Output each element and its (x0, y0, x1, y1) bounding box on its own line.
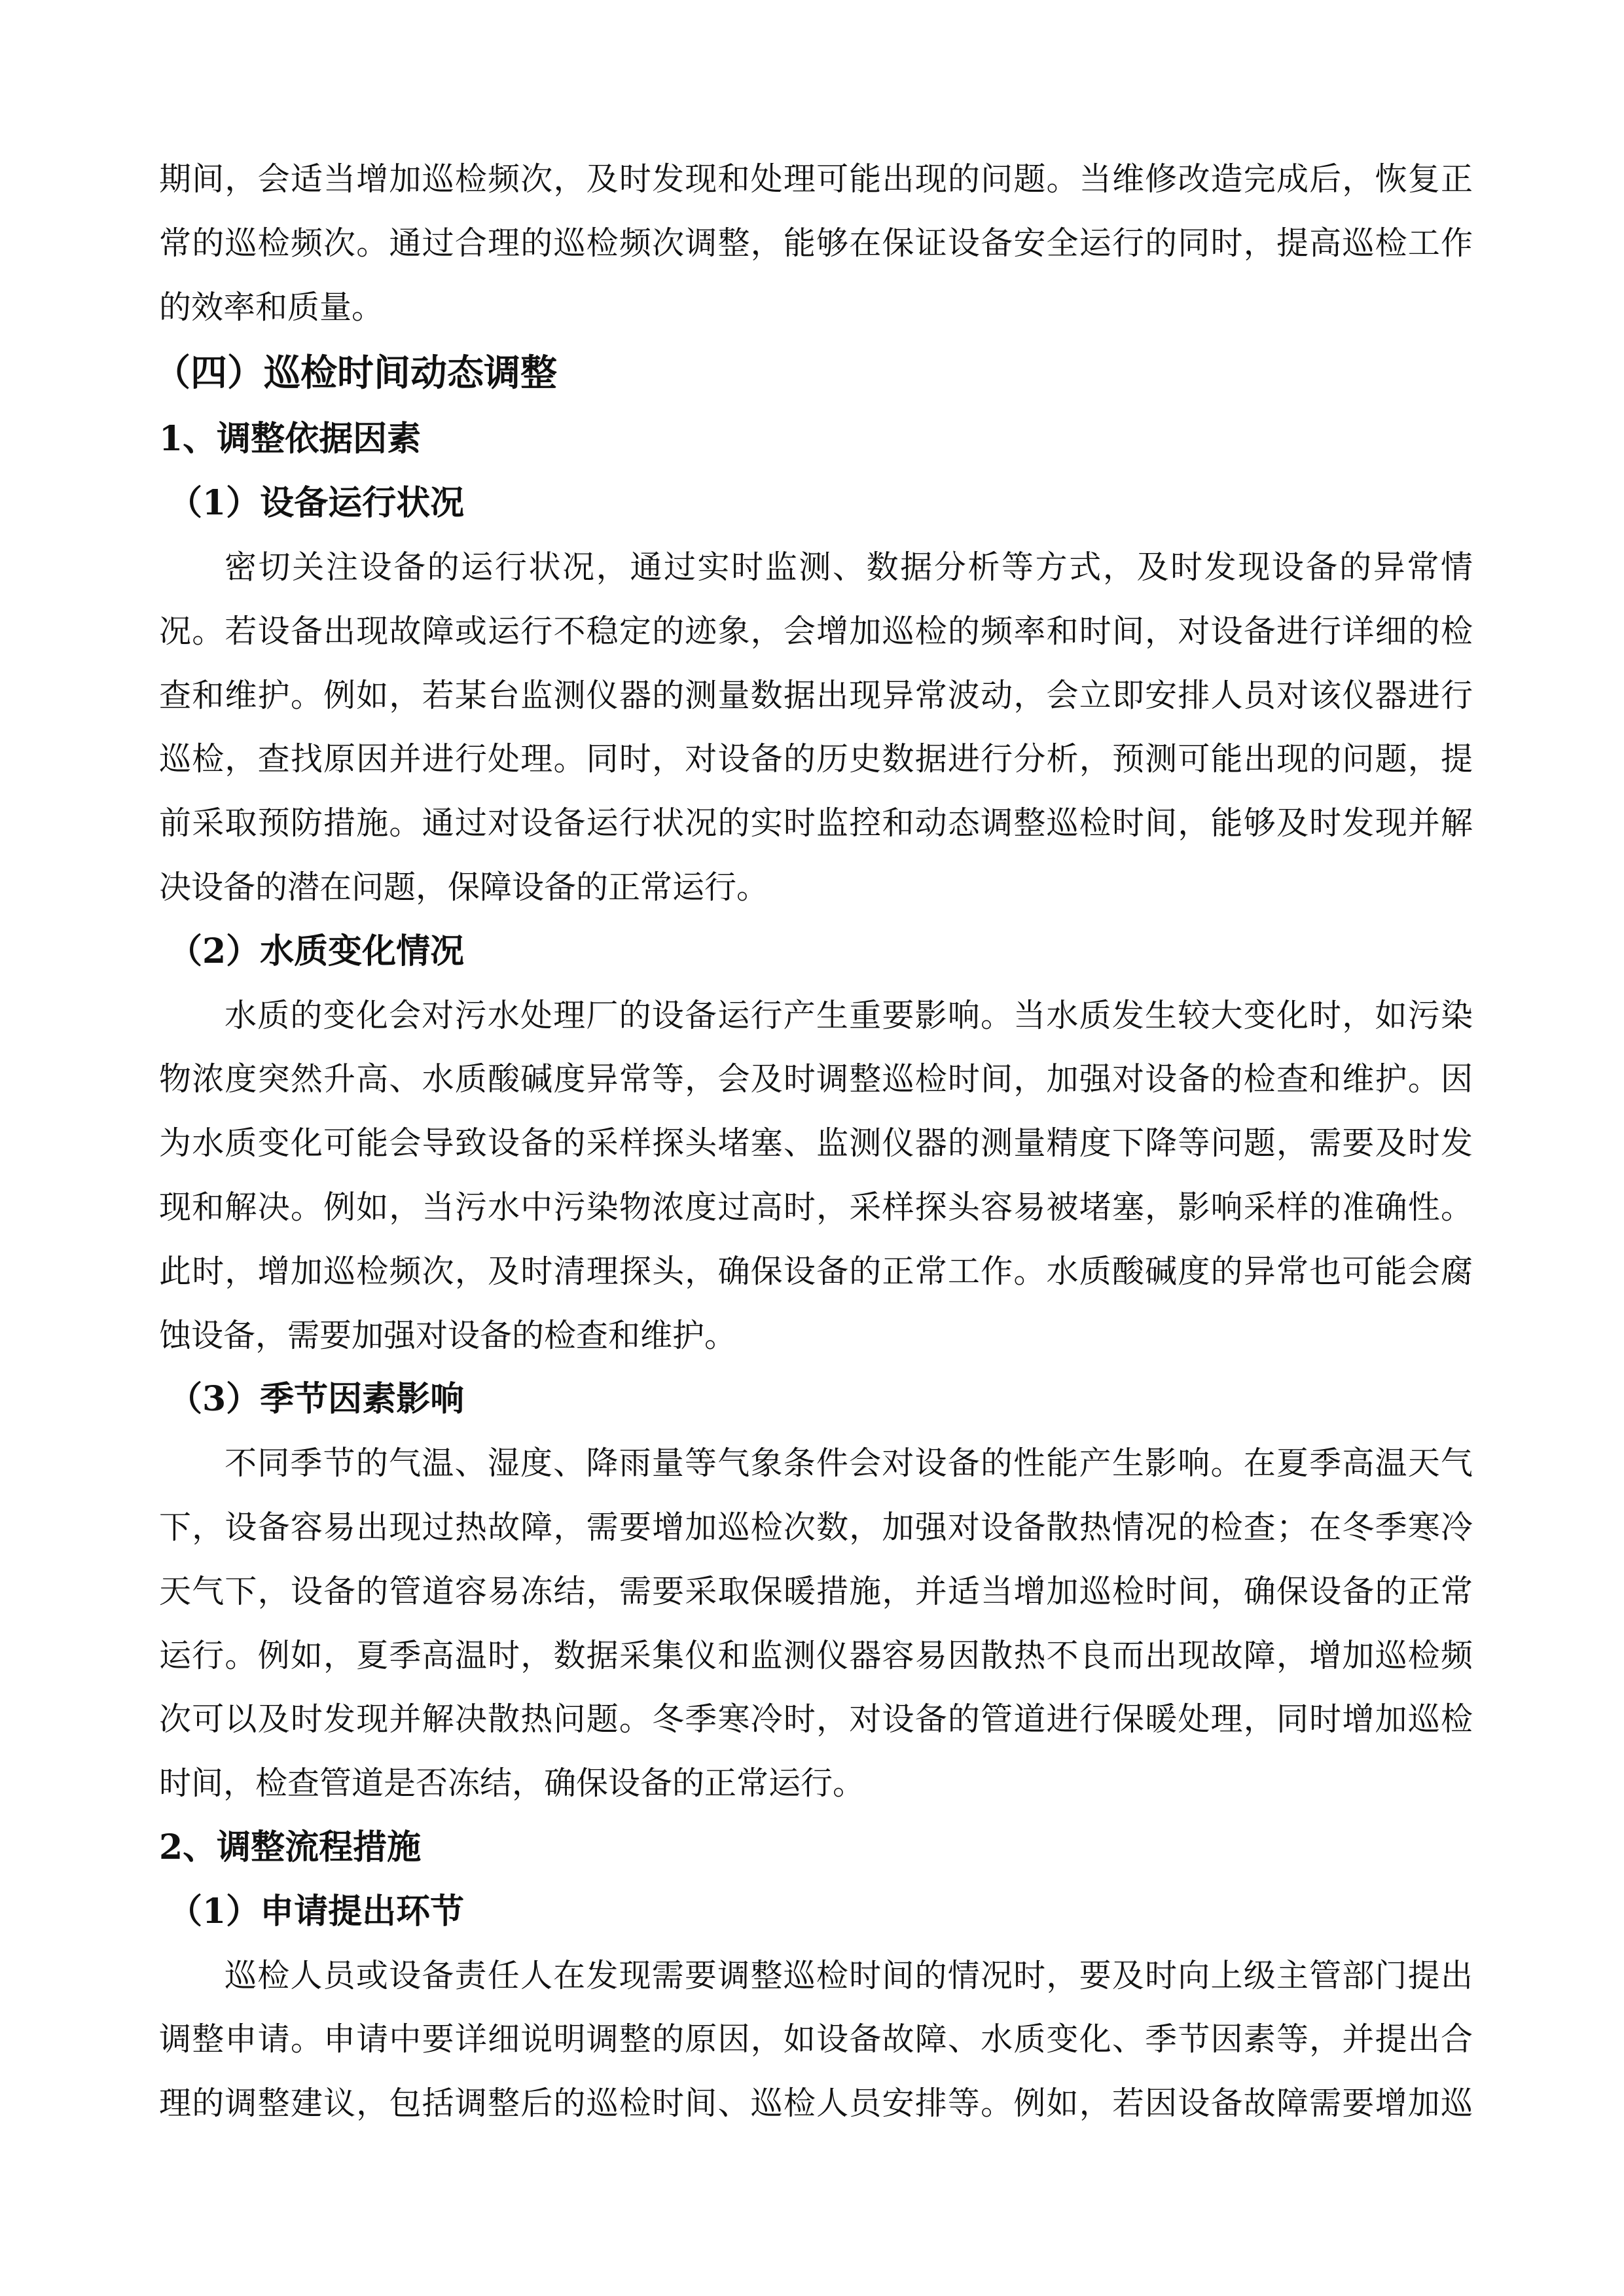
text-line: 时间，检查管道是否冻结，确保设备的正常运行。 (159, 1765, 865, 1803)
text-line: 决设备的潜在问题，保障设备的正常运行。 (159, 868, 769, 906)
text-line: 查和维护。例如，若某台监测仪器的测量数据出现异常波动，会立即安排人员对该仪器进行 (159, 676, 1473, 714)
text-line: 蚀设备，需要加强对设备的检查和维护。 (159, 1316, 737, 1354)
paragraph-application (159, 1944, 1473, 2136)
text-line: 巡检，查找原因并进行处理。同时，对设备的历史数据进行分析，预测可能出现的问题，提 (159, 740, 1473, 778)
subheading-seasonal-factors: （3）季节因素影响 (168, 1379, 465, 1420)
text-line: 此时，增加巡检频次，及时清理探头，确保设备的正常工作。水质酸碱度的异常也可能会腐 (159, 1252, 1473, 1290)
paragraph-equipment-status (159, 535, 1473, 920)
intro-paragraph (159, 147, 1473, 339)
paragraph-water-quality (159, 984, 1473, 1368)
text-line: 况。若设备出现故障或运行不稳定的迹象，会增加巡检的频率和时间，对设备进行详细的检 (159, 612, 1473, 650)
part2-heading: 2、调整流程措施 (159, 1827, 422, 1867)
subheading-equipment-status: （1）设备运行状况 (168, 483, 465, 524)
text-line: 天气下，设备的管道容易冻结，需要采取保暖措施，并适当增加巡检时间，确保设备的正常 (159, 1572, 1473, 1610)
text-line: 现和解决。例如，当污水中污染物浓度过高时，采样探头容易被堵塞，影响采样的准确性。 (159, 1188, 1473, 1226)
paragraph-seasonal-factors (159, 1431, 1473, 1816)
subheading-application: （1）申请提出环节 (168, 1891, 465, 1931)
section-heading: （四）巡检时间动态调整 (154, 351, 557, 395)
text-line: 常的巡检频次。通过合理的巡检频次调整，能够在保证设备安全运行的同时，提高巡检工作 (159, 224, 1473, 262)
text-line: 调整申请。申请中要详细说明调整的原因，如设备故障、水质变化、季节因素等，并提出合 (159, 2020, 1473, 2058)
text-line: 物浓度突然升高、水质酸碱度异常等，会及时调整巡检时间，加强对设备的检查和维护。因 (159, 1060, 1473, 1098)
text-line: 为水质变化可能会导致设备的采样探头堵塞、监测仪器的测量精度下降等问题，需要及时发 (159, 1124, 1473, 1162)
text-line: 密切关注设备的运行状况，通过实时监测、数据分析等方式，及时发现设备的异常情 (225, 548, 1473, 586)
text-line: 水质的变化会对污水处理厂的设备运行产生重要影响。当水质发生较大变化时，如污染 (225, 996, 1473, 1034)
text-line: 巡检人员或设备责任人在发现需要调整巡检时间的情况时，要及时向上级主管部门提出 (225, 1956, 1473, 1994)
text-line: 次可以及时发现并解决散热问题。冬季寒冷时，对设备的管道进行保暖处理，同时增加巡检 (159, 1700, 1473, 1738)
text-line: 的效率和质量。 (159, 288, 384, 326)
text-line: 前采取预防措施。通过对设备运行状况的实时监控和动态调整巡检时间，能够及时发现并解 (159, 804, 1473, 842)
subheading-water-quality: （2）水质变化情况 (168, 931, 465, 971)
document-page (154, 147, 1473, 2136)
text-line: 不同季节的气温、湿度、降雨量等气象条件会对设备的性能产生影响。在夏季高温天气 (225, 1444, 1473, 1482)
text-line: 期间，会适当增加巡检频次，及时发现和处理可能出现的问题。当维修改造完成后，恢复正 (159, 160, 1473, 198)
part1-heading: 1、调整依据因素 (159, 419, 422, 459)
text-line: 下，设备容易出现过热故障，需要增加巡检次数，加强对设备散热情况的检查；在冬季寒冷 (159, 1508, 1473, 1546)
text-line: 运行。例如，夏季高温时，数据采集仪和监测仪器容易因散热不良而出现故障，增加巡检频 (159, 1636, 1473, 1674)
text-line: 理的调整建议，包括调整后的巡检时间、巡检人员安排等。例如，若因设备故障需要增加巡 (159, 2085, 1473, 2123)
